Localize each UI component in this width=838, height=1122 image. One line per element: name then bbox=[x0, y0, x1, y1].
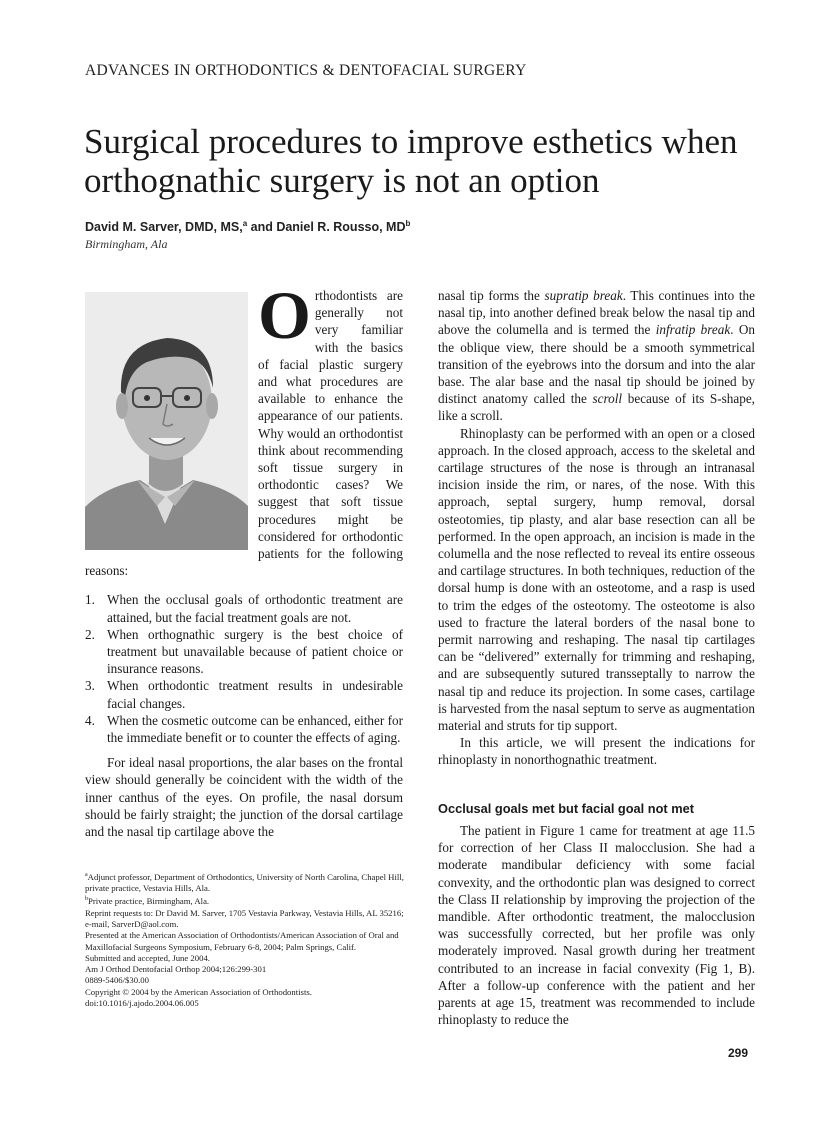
list-item bbox=[85, 677, 403, 711]
case-paragraph: The patient in Figure 1 came for treatment at age 11.5 for correction of her Class II malocclusion. She had a moderate mandibular deficiency with some facial convexity, and the orthodontic plan was designed to correct the Class II relationship by improving the projection of the mandible. After orthodontic treatment, the malocclusion was successfully corrected, but her profile was only moderately improved. Nasal growth during her treatment contributed to an increase in facial convexity (Fig 1, B). After a follow-up conference with the patient and her parents at age 15, treatment was recommended to include rhinoplasty to reduce the bbox=[438, 822, 755, 1028]
list-item-number: 4. bbox=[85, 712, 95, 728]
list-item bbox=[85, 591, 403, 625]
footnote bbox=[85, 930, 405, 953]
footnote bbox=[85, 998, 405, 1009]
reasons-list bbox=[85, 591, 403, 746]
author-portrait-image bbox=[85, 292, 248, 550]
footnote-text: doi:10.1016/j.ajodo.2004.06.005 bbox=[85, 998, 199, 1009]
footnote-text: Reprint requests to: Dr David M. Sarver, 1705 Vestavia Parkway, Vestavia Hills, AL 35216; e-mail, SarverD@aol.com. bbox=[85, 907, 404, 929]
author-2: Daniel R. Rousso, MD bbox=[276, 220, 406, 235]
list-item bbox=[85, 712, 403, 746]
author-line bbox=[85, 219, 410, 234]
footnote-mark: b bbox=[85, 896, 88, 903]
text-run: because of its S-shape, like a scroll. bbox=[438, 391, 755, 424]
list-item bbox=[85, 626, 403, 678]
footnote bbox=[85, 908, 405, 931]
right-column bbox=[438, 287, 755, 1028]
article-title: Surgical procedures to improve esthetics when orthognathic surgery is not an option bbox=[84, 122, 738, 200]
footnote-text: Am J Orthod Dentofacial Orthop 2004;126:299-301 bbox=[85, 964, 267, 975]
list-item-number: 3. bbox=[85, 678, 95, 694]
footnote-text: Presented at the American Association of Orthodontists/American Association of Oral and Maxillofacial Surgeons Symposium, February 6-8, 2004; Palm Springs, Calif. bbox=[85, 930, 399, 952]
footnote-text: Adjunct professor, Department of Orthodontics, University of North Carolina, Chapel Hill, private practice, Vestavia Hills, Ala. bbox=[85, 871, 404, 894]
drop-cap: O bbox=[258, 277, 311, 353]
list-item-text: When the cosmetic outcome can be enhanced, either for the immediate benefit or to counter the effects of aging. bbox=[107, 712, 403, 746]
nasal-proportions-paragraph: For ideal nasal proportions, the alar bases on the frontal view should generally be coincident with the width of the inner canthus of the eyes. On profile, the nasal dorsum should be fairly straight; the junction of the dorsal cartilage and the nasal tip cartilage above the bbox=[85, 755, 403, 840]
footnotes bbox=[85, 870, 405, 1009]
footnote bbox=[85, 894, 405, 907]
footnote-text: Copyright © 2004 by the American Association of Orthodontists. bbox=[85, 986, 312, 997]
list-item-text: When the occlusal goals of orthodontic treatment are attained, but the facial treatment goals are not. bbox=[107, 592, 403, 625]
list-item-number: 1. bbox=[85, 592, 95, 608]
list-item-number: 2. bbox=[85, 626, 95, 642]
author-location: Birmingham, Ala bbox=[85, 237, 168, 251]
footnote bbox=[85, 987, 405, 998]
author-1-affiliation-mark: a bbox=[242, 219, 248, 228]
term-scroll: scroll bbox=[592, 391, 623, 407]
footnote-mark: a bbox=[85, 872, 88, 878]
term-infratip-break: infratip break bbox=[655, 322, 731, 338]
text-run: . On the oblique view, there should be a smooth symmetrical transition of the eyebrows into the dorsum and into the alar base. The alar base and the nasal tip should be joined by distinct anatomy called the bbox=[438, 322, 756, 407]
author-photo bbox=[85, 292, 248, 550]
rhinoplasty-approach-paragraph: Rhinoplasty can be performed with an open or a closed approach. In the closed approach, access to the skeletal and cartilage structures of the nose is through an intranasal incision inside the rim, or nares, of the nose. With this approach, septal surgery, hump removal, dorsal osteotomies, tip plasty, and alar base resection can all be performed. In the open approach, an incision is made in the columella and the nose reflected to reveal its entire osseous and cartilage structures. In both techniques, reduction of the dorsal hump is done with an osteotome, and a rasp is used to trim the edges of the osteotomy. The osteotome is also used to fracture the lateral borders of the nasal bone to permit narrowing and reshaping. The nasal tip cartilages can be “delivered” externally for trimming and reshaping, and are subsequently sutured transseptally to narrow the nasal tip and reduce its projection. In some cases, cartilage is harvested from the nasal septum to serve as augmentation material and struts for tip support. bbox=[438, 425, 755, 734]
left-column bbox=[85, 277, 403, 840]
footnote bbox=[85, 870, 405, 894]
page-number: 299 bbox=[728, 1046, 749, 1060]
footnote-text: Submitted and accepted, June 2004. bbox=[85, 952, 210, 963]
intro-text: rthodontists are generally not very familiar with the basics of facial plastic surgery and what procedures are available to enhance the appearance of our patients. Why would an orthodontist think about recommending soft tissue surgery in orthodontic cases? We suggest that soft tissue procedures might be considered for orthodontic patients for the following reasons: bbox=[85, 288, 403, 579]
list-item-text: When orthognathic surgery is the best choice of treatment but unavailable because of patient choice or insurance reasons. bbox=[107, 626, 403, 677]
footnote-text: Private practice, Birmingham, Ala. bbox=[88, 896, 210, 907]
term-supratip-break: supratip break bbox=[544, 288, 623, 303]
author-connector: and bbox=[247, 220, 277, 235]
footnote bbox=[85, 953, 405, 964]
text-run: nasal tip forms the bbox=[438, 288, 545, 303]
text-run: . This continues into the nasal tip, into another defined break below the nasal tip and above the columella and is termed the bbox=[438, 288, 755, 338]
article-scope-paragraph: In this article, we will present the indications for rhinoplasty in nonorthognathic treatment. bbox=[438, 735, 755, 768]
footnote bbox=[85, 964, 405, 975]
section-heading: Occlusal goals met but facial goal not met bbox=[438, 800, 694, 816]
author-2-affiliation-mark: b bbox=[405, 219, 411, 228]
running-head: ADVANCES IN ORTHODONTICS & DENTOFACIAL SURGERY bbox=[85, 62, 527, 79]
nasal-anatomy-paragraph bbox=[438, 287, 755, 425]
footnote-text: 0889-5406/$30.00 bbox=[85, 975, 149, 986]
list-item-text: When orthodontic treatment results in undesirable facial changes. bbox=[107, 678, 403, 711]
author-1: David M. Sarver, DMD, MS, bbox=[85, 220, 243, 235]
footnote bbox=[85, 975, 405, 986]
